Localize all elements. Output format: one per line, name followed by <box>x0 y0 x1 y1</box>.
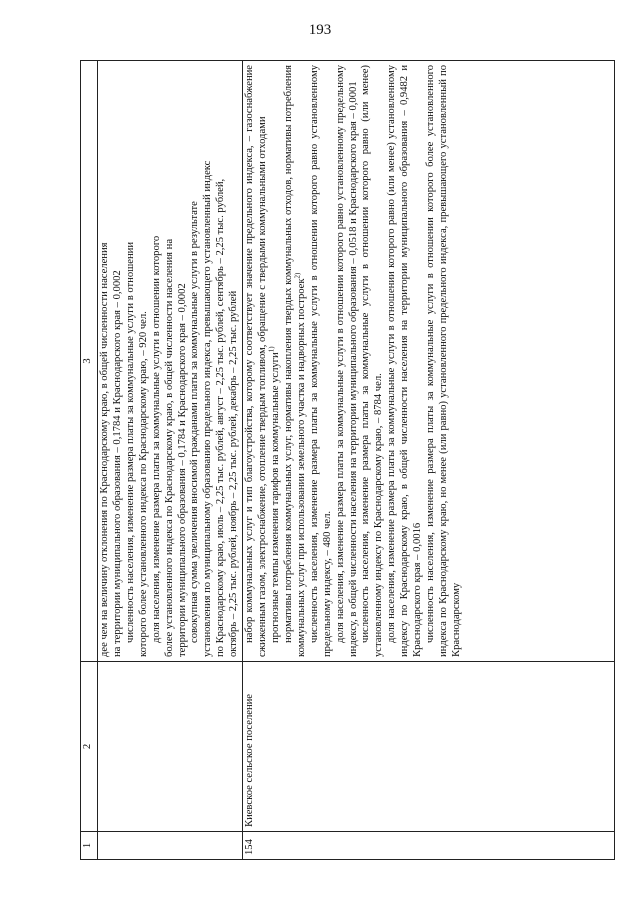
desc-tariff-rates: прогнозные темпы изменения тарифов на коммунальные услуги$^{1)}$ <box>267 346 281 643</box>
desc-share-below-index: доля населения, изменение размера платы за коммунальные услуги в отношении которого равно (или менее) установленному индексу по Краснодарскому краю, в общей численности населения на территории муниципального образования – 0,9482 и Краснодарского края – 0,0016 <box>386 65 424 657</box>
desc-population-between: численность населения, изменение размера платы за коммунальные услуги в отношении которого более установленного индекса по Краснодарскому краю, но менее (или равно) установленного предельного индекса, превышающего установленный по Краснодарскому <box>425 65 462 657</box>
table-row-154 <box>243 61 615 860</box>
prev-line-2: на территории муниципального образования – 0,1784 и Краснодарского края – 0,0002 <box>111 270 123 657</box>
footnote-1: 1) <box>267 346 276 353</box>
row-number: 154 <box>243 832 615 860</box>
table-row-continued <box>98 61 243 860</box>
desc-share-equal-limit: доля населения, изменение размера платы за коммунальные услуги в отношении которого равно установленному предельному индексу, в общей численности населения на территории муниципального образования – 0,0518 и Краснодарского края – 0,0001 <box>334 65 359 657</box>
prev-line-4: которого более установленного индекса по Краснодарскому краю, – 920 чел. <box>137 311 149 657</box>
desc-services-set: набор коммунальных услуг и тип благоустройства, которому соответствует значение предельного индекса, – газоснабжение сжиженным газом, электроснабжение, отопление твердым топливом, обращение с твердыми коммунальными отходами <box>244 65 269 657</box>
header-col-3: 3 <box>81 61 98 662</box>
prev-line-10: по Краснодарскому краю, июль – 2,25 тыс. рублей, август – 2,25 тыс. рублей, сентябрь – 2,25 тыс. рублей, <box>215 178 227 657</box>
prev-line-1: дее чем на величину отклонения по Краснодарскому краю, в общей численности населения <box>99 242 110 657</box>
cell-empty-name <box>98 662 243 832</box>
data-table <box>80 60 615 860</box>
prev-line-11: октябрь – 2,25 тыс. рублей, ноябрь – 2,25 тыс. рублей, декабрь – 2,25 тыс. рублей <box>228 290 240 657</box>
rotated-content <box>80 60 615 860</box>
cell-description <box>243 61 615 662</box>
cell-continued-description <box>98 61 243 662</box>
desc-population-equal-limit: численность населения, изменение размера платы за коммунальные услуги в отношении которого равно установленному предельному индексу, – 480 чел. <box>308 65 333 657</box>
prev-line-3: численность населения, изменение размера платы за коммунальные услуги в отношении <box>124 241 136 643</box>
settlement-name: Киевское сельское поселение <box>243 662 615 832</box>
prev-line-7: территории муниципального образования – 0,1784 и Краснодарского края – 0,0002 <box>176 283 188 657</box>
header-col-1: 1 <box>81 832 98 860</box>
desc-population-below-index: численность населения, изменение размера платы за коммунальные услуги в отношении которого равно (или менее) установленному индексу по Краснодарскому краю, – 8784 чел. <box>360 65 385 657</box>
rotated-table-frame <box>80 60 615 860</box>
prev-line-8: совокупная сумма увеличения вносимой гражданами платы за коммунальные услуги в результате <box>189 201 201 643</box>
prev-line-6: более установленного индекса по Краснодарскому краю, в общей численности населения на <box>163 238 175 657</box>
prev-line-5: доля населения, изменение размера платы за коммунальные услуги в отношении которого <box>150 235 162 643</box>
footnote-2: 2) <box>293 272 302 279</box>
page-number: 193 <box>308 22 332 38</box>
cell-empty-num <box>98 832 243 860</box>
desc-norms: нормативы потребления коммунальных услуг, нормативы накопления твердых коммунальных отходов, нормативы потребления коммунальных услуг при использовании земельного участка и надворных построек$^{2)}$ <box>282 65 307 657</box>
header-col-2: 2 <box>81 662 98 832</box>
prev-line-9: установления по муниципальному образованию предельного индекса, превышающего установленный индекс <box>202 160 214 657</box>
table-header-row <box>81 61 98 860</box>
